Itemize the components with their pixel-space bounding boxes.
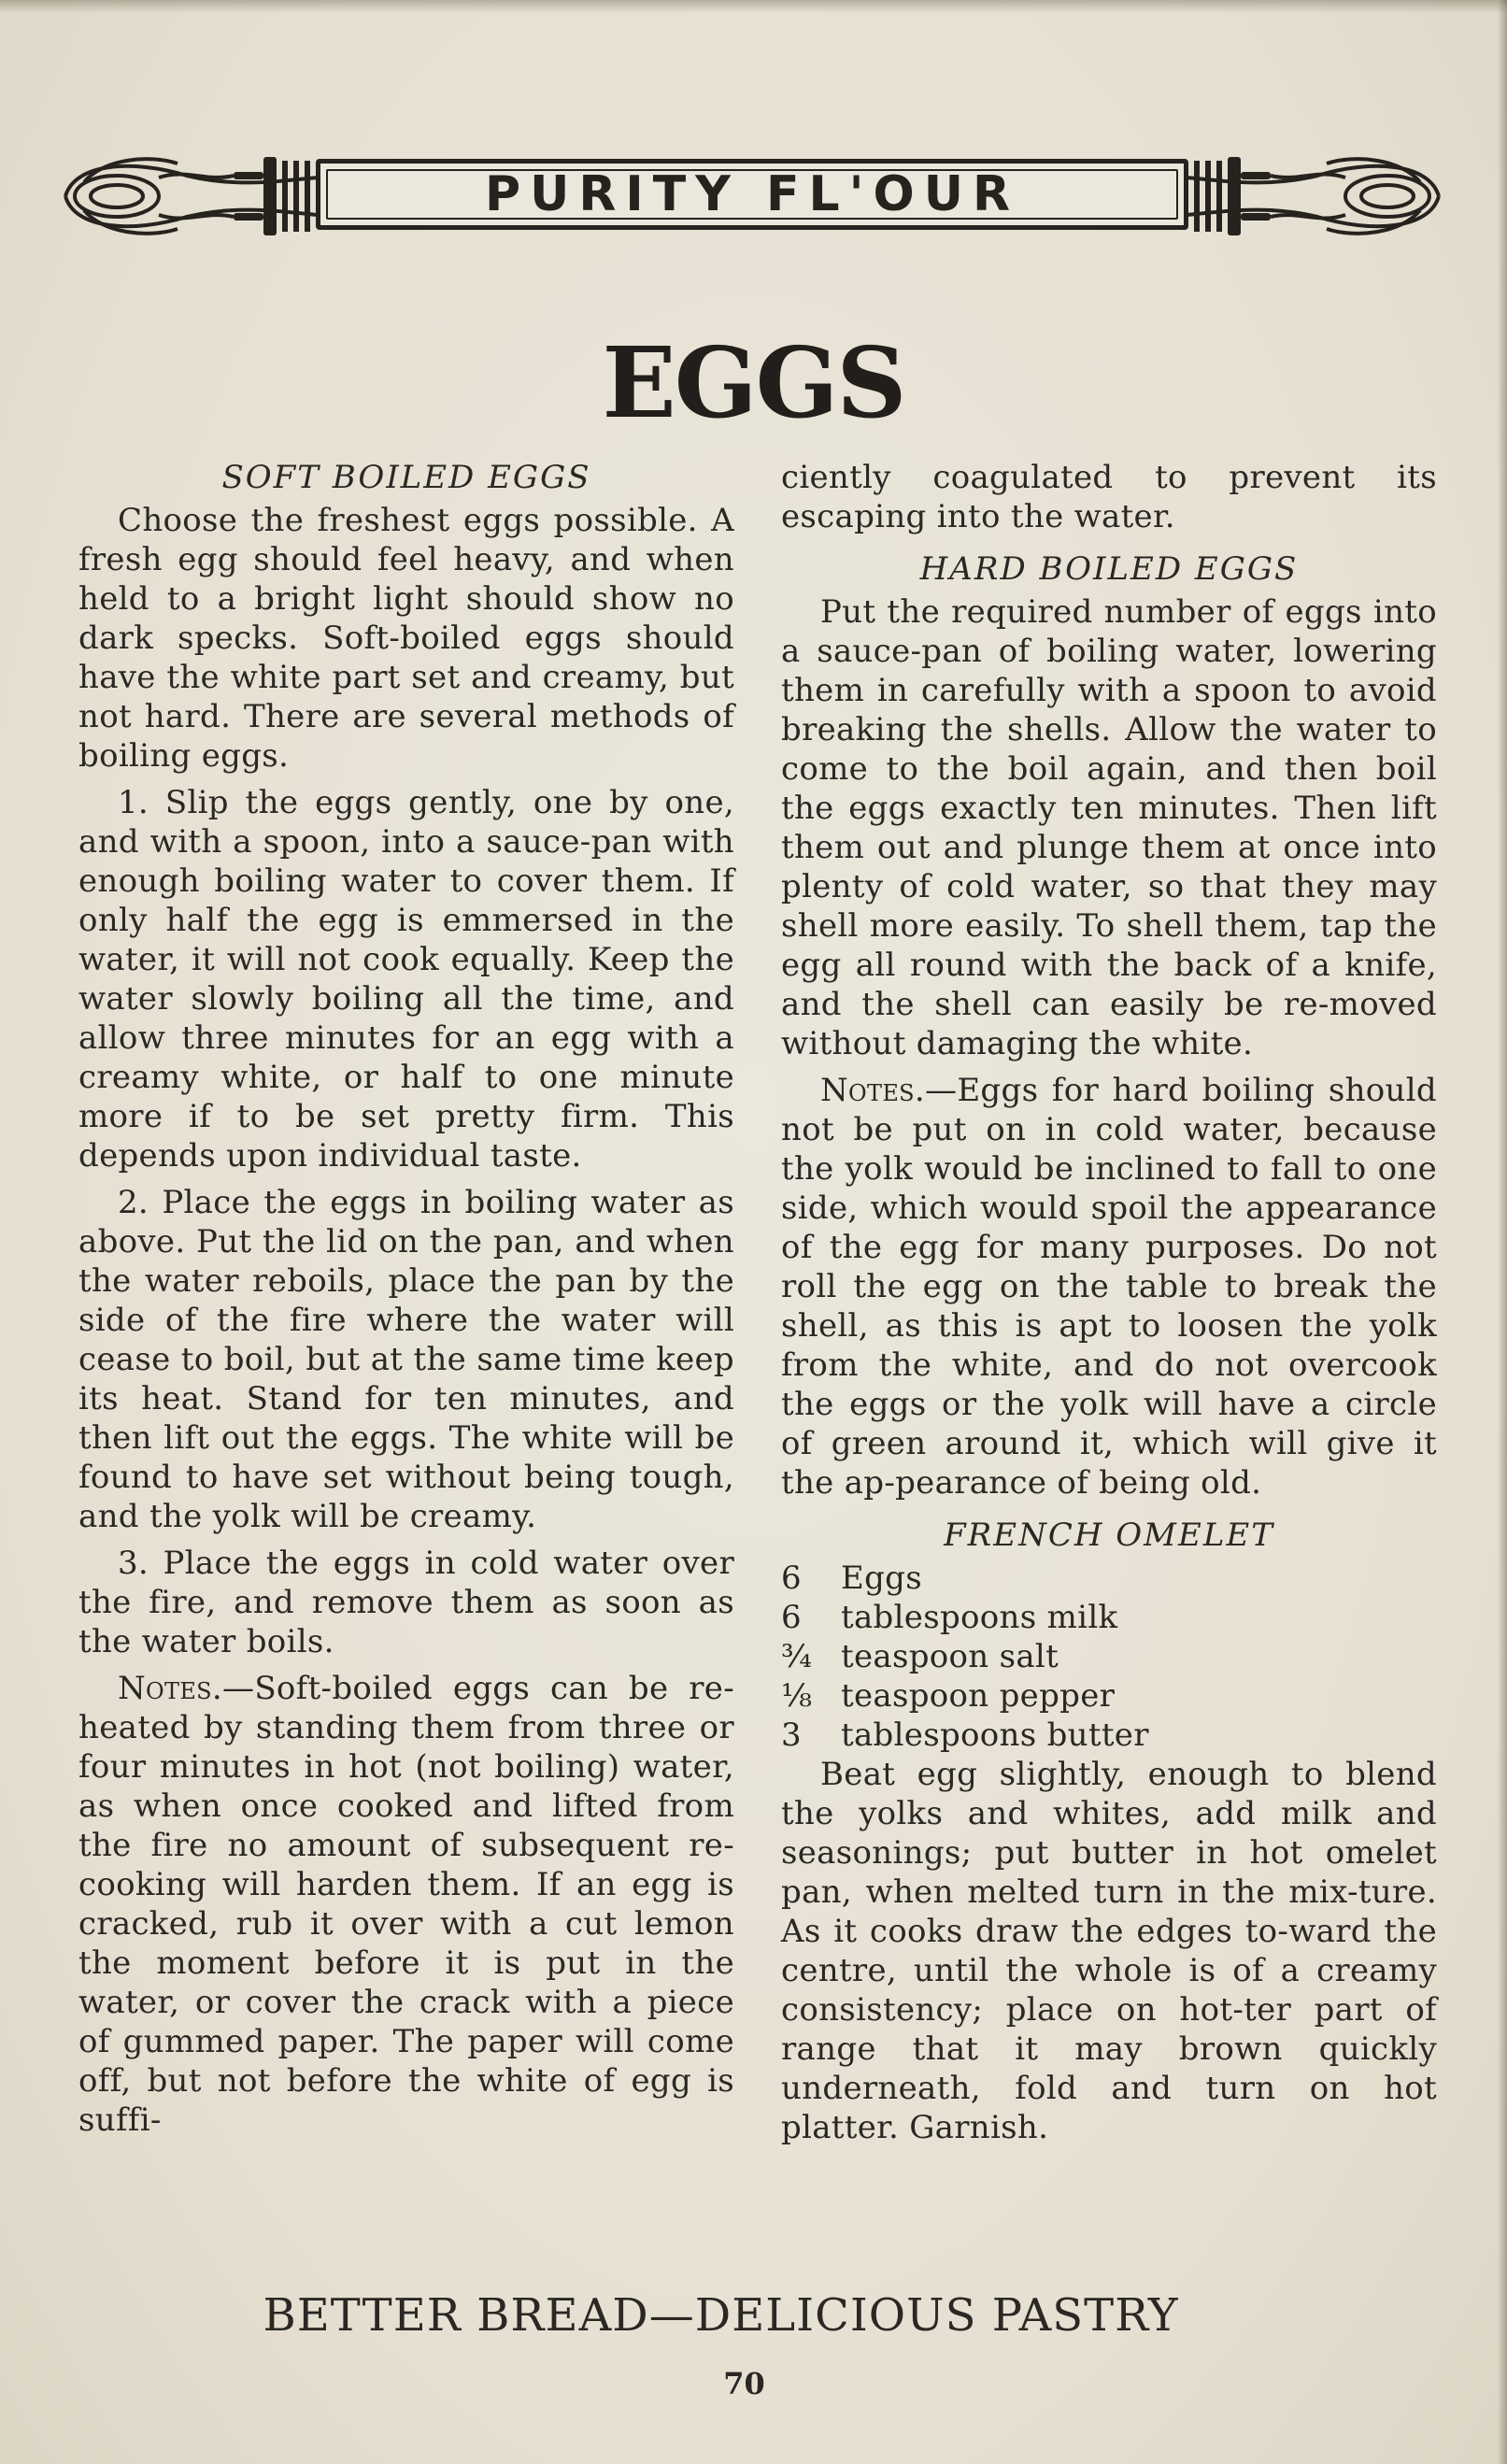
ingredient-qty: 3 [781,1716,802,1754]
hard-boiled-heading: HARD BOILED EGGS [919,550,1299,588]
notes-label: Notes. [820,1072,926,1109]
paragraph: 3. Place the eggs in cold water over the fire, and remove them as soon as the water boils. [78,1545,734,1660]
soft-boiled-heading: SOFT BOILED EGGS [221,459,591,496]
list-item [781,1716,1437,1755]
banner-box [316,159,1188,230]
list-item [781,1598,1437,1637]
list-item [781,1559,1437,1598]
footer-slogan: BETTER BREAD—DELICIOUS PASTRY [263,2289,1179,2342]
list-item [781,1676,1437,1716]
french-omelet-heading: FRENCH OMELET [944,1517,1274,1554]
ingredient-qty: ⅛ [781,1677,813,1715]
notes-label: Notes. [118,1670,223,1707]
ingredient-item: teaspoon pepper [841,1677,1116,1715]
page-title: EGGS [602,325,905,440]
ingredient-list [781,1559,1437,1755]
notes-paragraph [781,1071,1437,1503]
paragraph: ciently coagulated to prevent its escaping into the water. [781,459,1437,535]
right-column [781,458,1437,2147]
ingredient-item: tablespoons milk [841,1599,1118,1636]
page-edge-top [0,0,1507,13]
notes-text: —Soft-boiled eggs can be re-heated by standing them from three or four minutes in hot (not boiling) water, as when once cooked and lifted from the fire no amount of subsequent re-cooking will harden them. If an egg is cracked, rub it over with a cut lemon the moment before it is put in the water, or cover the crack with a piece of gummed paper. The paper will come off, but not before the white of egg is suffi- [78,1670,734,2139]
ingredient-item: Eggs [841,1560,922,1597]
paragraph: Put the required number of eggs into a sauce-pan of boiling water, lowering them in carefully with a spoon to avoid breaking the shells. Allow the water to come to the boil again, and then boil the eggs exactly ten minutes. Then lift them out and plunge them at once into plenty of cold water, so that they may shell more easily. To shell them, tap the egg all round with the back of a knife, and the shell can easily be re-moved without damaging the white. [781,593,1437,1062]
paragraph: Choose the freshest eggs possible. A fresh egg should feel heavy, and when held to a bright light should show no dark specks. Soft-boiled eggs should have the white part set and creamy, but not hard. There are several methods of boiling eggs. [78,502,734,775]
ingredient-item: teaspoon salt [841,1638,1059,1675]
paragraph: Beat egg slightly, enough to blend the yolks and whites, add milk and seasonings; put butter in hot omelet pan, when melted turn in the mix-ture. As it cooks draw the edges to-ward the centre, until the whole is of a creamy consistency; place on hot-ter part of range that it may brown quickly underneath, fold and turn on hot platter. Garnish. [781,1756,1437,2146]
ingredient-qty: 6 [781,1560,802,1597]
ingredient-qty: 6 [781,1599,802,1636]
ingredient-qty: ¾ [781,1638,813,1675]
notes-paragraph [78,1669,734,2140]
page-number: 70 [723,2366,765,2401]
banner-title: PURITY FL'OUR [485,166,1019,222]
notes-text: —Eggs for hard boiling should not be put on in cold water, because the yolk would be inclined to fall to one side, which would spoil the appearance of the egg for many purposes. Do not roll the egg on the table to break the shell, as this is apt to loosen the yolk from the white, and do not overcook the eggs or the yolk will have a circle of green around it, which will give it the ap-pearance of being old. [781,1072,1437,1502]
paragraph: 1. Slip the eggs gently, one by one, and with a spoon, into a sauce-pan with enough boiling water to cover them. If only half the egg is emmersed in the water, it will not cook equally. Keep the water slowly boiling all the time, and allow three minutes for an egg with a creamy white, or half to one minute more if to be set pretty firm. This depends upon individual taste. [78,784,734,1175]
list-item [781,1637,1437,1676]
left-column [78,458,734,2140]
banner [47,140,1457,252]
paragraph: 2. Place the eggs in boiling water as above. Put the lid on the pan, and when the water reboils, place the pan by the side of the fire where the water will cease to boil, but at the same time keep its heat. Stand for ten minutes, and then lift out the eggs. The white will be found to have set without being tough, and the yolk will be creamy. [78,1184,734,1535]
ingredient-item: tablespoons butter [841,1716,1149,1754]
